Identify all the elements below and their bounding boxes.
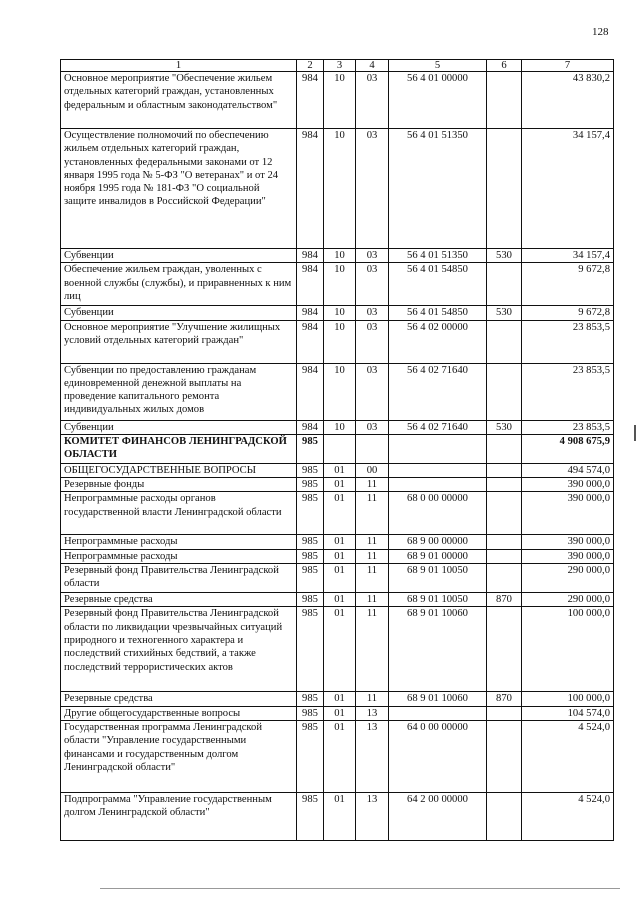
row-name: Подпрограмма "Управление государственным долгом Ленинградской области" bbox=[61, 792, 297, 840]
row-expense bbox=[487, 607, 522, 692]
row-expense bbox=[487, 320, 522, 363]
table-row bbox=[61, 263, 614, 306]
row-ministry: 984 bbox=[297, 420, 324, 434]
row-expense bbox=[487, 792, 522, 840]
row-ministry: 985 bbox=[297, 478, 324, 492]
row-expense bbox=[487, 706, 522, 720]
row-subsection: 11 bbox=[356, 564, 389, 593]
row-subsection: 11 bbox=[356, 692, 389, 706]
table-row bbox=[61, 593, 614, 607]
table-row bbox=[61, 72, 614, 129]
table-row bbox=[61, 692, 614, 706]
row-section: 01 bbox=[324, 593, 356, 607]
row-subsection: 13 bbox=[356, 706, 389, 720]
row-target bbox=[389, 463, 487, 477]
row-name: Непрограммные расходы bbox=[61, 535, 297, 549]
row-subsection: 00 bbox=[356, 463, 389, 477]
table-row bbox=[61, 706, 614, 720]
row-section: 01 bbox=[324, 564, 356, 593]
row-amount: 4 908 675,9 bbox=[522, 434, 614, 463]
row-amount: 104 574,0 bbox=[522, 706, 614, 720]
row-name: Непрограммные расходы органов государственной власти Ленинградской области bbox=[61, 492, 297, 535]
row-name: Резервные средства bbox=[61, 593, 297, 607]
row-subsection: 03 bbox=[356, 72, 389, 129]
row-name: Осуществление полномочий по обеспечению жильем отдельных категорий граждан, установленных федеральными законами от 12 января 1995 года № 5-ФЗ "О ветеранах" и от 24 ноября 1995 года № 181-ФЗ "О социальной защите инвалидов в Российской Федерации" bbox=[61, 129, 297, 249]
row-ministry: 985 bbox=[297, 564, 324, 593]
row-section: 01 bbox=[324, 792, 356, 840]
row-amount: 390 000,0 bbox=[522, 478, 614, 492]
row-subsection: 03 bbox=[356, 420, 389, 434]
row-target: 68 9 00 00000 bbox=[389, 535, 487, 549]
col-header-3: 3 bbox=[324, 60, 356, 72]
table-row bbox=[61, 549, 614, 563]
row-target bbox=[389, 706, 487, 720]
col-header-6: 6 bbox=[487, 60, 522, 72]
row-expense bbox=[487, 478, 522, 492]
row-subsection: 11 bbox=[356, 549, 389, 563]
col-header-4: 4 bbox=[356, 60, 389, 72]
row-name: Основное мероприятие "Улучшение жилищных условий отдельных категорий граждан" bbox=[61, 320, 297, 363]
row-subsection: 11 bbox=[356, 593, 389, 607]
row-subsection: 03 bbox=[356, 249, 389, 263]
row-expense bbox=[487, 720, 522, 792]
row-section bbox=[324, 434, 356, 463]
row-target: 56 4 01 51350 bbox=[389, 249, 487, 263]
row-target: 68 9 01 10050 bbox=[389, 593, 487, 607]
table-row bbox=[61, 363, 614, 420]
row-target: 68 9 01 10050 bbox=[389, 564, 487, 593]
row-amount: 43 830,2 bbox=[522, 72, 614, 129]
row-section: 10 bbox=[324, 363, 356, 420]
header-row bbox=[61, 60, 614, 72]
table-row bbox=[61, 249, 614, 263]
table-row bbox=[61, 129, 614, 249]
row-name: Резервные средства bbox=[61, 692, 297, 706]
row-ministry: 985 bbox=[297, 535, 324, 549]
row-section: 10 bbox=[324, 72, 356, 129]
row-ministry: 985 bbox=[297, 607, 324, 692]
bottom-rule bbox=[100, 888, 620, 889]
row-name: Резервные фонды bbox=[61, 478, 297, 492]
row-subsection: 03 bbox=[356, 363, 389, 420]
row-section: 01 bbox=[324, 492, 356, 535]
row-amount: 494 574,0 bbox=[522, 463, 614, 477]
row-expense bbox=[487, 535, 522, 549]
row-target: 68 0 00 00000 bbox=[389, 492, 487, 535]
row-expense: 530 bbox=[487, 420, 522, 434]
row-subsection: 03 bbox=[356, 263, 389, 306]
row-expense bbox=[487, 564, 522, 593]
row-amount: 23 853,5 bbox=[522, 363, 614, 420]
table-row bbox=[61, 434, 614, 463]
row-amount: 23 853,5 bbox=[522, 320, 614, 363]
page-number: 128 bbox=[592, 26, 609, 38]
row-name: Резервный фонд Правительства Ленинградской области bbox=[61, 564, 297, 593]
row-section: 10 bbox=[324, 320, 356, 363]
table-row bbox=[61, 478, 614, 492]
row-target: 68 9 01 00000 bbox=[389, 549, 487, 563]
row-subsection bbox=[356, 434, 389, 463]
table-row bbox=[61, 492, 614, 535]
table-row bbox=[61, 564, 614, 593]
table-row bbox=[61, 320, 614, 363]
row-target: 68 9 01 10060 bbox=[389, 692, 487, 706]
row-amount: 4 524,0 bbox=[522, 792, 614, 840]
row-section: 10 bbox=[324, 249, 356, 263]
row-amount: 4 524,0 bbox=[522, 720, 614, 792]
row-expense: 530 bbox=[487, 249, 522, 263]
row-target: 68 9 01 10060 bbox=[389, 607, 487, 692]
row-amount: 290 000,0 bbox=[522, 593, 614, 607]
row-ministry: 984 bbox=[297, 363, 324, 420]
row-target: 56 4 02 00000 bbox=[389, 320, 487, 363]
row-section: 01 bbox=[324, 692, 356, 706]
row-section: 10 bbox=[324, 420, 356, 434]
row-ministry: 984 bbox=[297, 320, 324, 363]
row-ministry: 984 bbox=[297, 129, 324, 249]
row-subsection: 13 bbox=[356, 792, 389, 840]
row-section: 10 bbox=[324, 263, 356, 306]
row-amount: 34 157,4 bbox=[522, 249, 614, 263]
row-subsection: 11 bbox=[356, 535, 389, 549]
scan-edge-mark bbox=[634, 425, 636, 441]
row-section: 01 bbox=[324, 720, 356, 792]
col-header-7: 7 bbox=[522, 60, 614, 72]
row-subsection: 11 bbox=[356, 478, 389, 492]
row-amount: 23 853,5 bbox=[522, 420, 614, 434]
row-expense bbox=[487, 72, 522, 129]
row-amount: 390 000,0 bbox=[522, 492, 614, 535]
row-subsection: 03 bbox=[356, 129, 389, 249]
row-name: Субвенции по предоставлению гражданам единовременной денежной выплаты на проведение капитального ремонта индивидуальных жилых домов bbox=[61, 363, 297, 420]
row-name: Субвенции bbox=[61, 420, 297, 434]
table-row bbox=[61, 535, 614, 549]
row-target: 56 4 02 71640 bbox=[389, 363, 487, 420]
row-expense: 870 bbox=[487, 692, 522, 706]
row-ministry: 984 bbox=[297, 263, 324, 306]
row-amount: 34 157,4 bbox=[522, 129, 614, 249]
row-target bbox=[389, 478, 487, 492]
row-ministry: 985 bbox=[297, 706, 324, 720]
row-ministry: 985 bbox=[297, 692, 324, 706]
row-name: Субвенции bbox=[61, 306, 297, 320]
row-name: ОБЩЕГОСУДАРСТВЕННЫЕ ВОПРОСЫ bbox=[61, 463, 297, 477]
row-amount: 390 000,0 bbox=[522, 549, 614, 563]
row-target bbox=[389, 434, 487, 463]
row-amount: 100 000,0 bbox=[522, 607, 614, 692]
row-subsection: 11 bbox=[356, 607, 389, 692]
budget-table bbox=[60, 59, 614, 841]
row-amount: 100 000,0 bbox=[522, 692, 614, 706]
row-ministry: 985 bbox=[297, 549, 324, 563]
row-section: 01 bbox=[324, 607, 356, 692]
row-ministry: 985 bbox=[297, 792, 324, 840]
table-row bbox=[61, 607, 614, 692]
row-subsection: 13 bbox=[356, 720, 389, 792]
row-ministry: 985 bbox=[297, 593, 324, 607]
row-name: Резервный фонд Правительства Ленинградской области по ликвидации чрезвычайных ситуаций природного и техногенного характера и последствий стихийных бедствий, а также последствий террористических актов bbox=[61, 607, 297, 692]
row-ministry: 985 bbox=[297, 492, 324, 535]
table-row bbox=[61, 420, 614, 434]
row-expense bbox=[487, 363, 522, 420]
row-name: Другие общегосударственные вопросы bbox=[61, 706, 297, 720]
col-header-5: 5 bbox=[389, 60, 487, 72]
row-target: 56 4 01 54850 bbox=[389, 263, 487, 306]
row-amount: 9 672,8 bbox=[522, 306, 614, 320]
row-expense: 530 bbox=[487, 306, 522, 320]
row-target: 56 4 02 71640 bbox=[389, 420, 487, 434]
row-subsection: 03 bbox=[356, 306, 389, 320]
row-ministry: 985 bbox=[297, 720, 324, 792]
table-row bbox=[61, 792, 614, 840]
row-expense: 870 bbox=[487, 593, 522, 607]
row-ministry: 984 bbox=[297, 249, 324, 263]
row-expense bbox=[487, 492, 522, 535]
row-name: Непрограммные расходы bbox=[61, 549, 297, 563]
table-row bbox=[61, 720, 614, 792]
row-target: 56 4 01 51350 bbox=[389, 129, 487, 249]
row-target: 64 2 00 00000 bbox=[389, 792, 487, 840]
row-ministry: 985 bbox=[297, 463, 324, 477]
row-section: 10 bbox=[324, 306, 356, 320]
row-subsection: 11 bbox=[356, 492, 389, 535]
row-section: 01 bbox=[324, 463, 356, 477]
row-expense bbox=[487, 434, 522, 463]
row-section: 10 bbox=[324, 129, 356, 249]
row-expense bbox=[487, 129, 522, 249]
row-target: 56 4 01 00000 bbox=[389, 72, 487, 129]
row-target: 64 0 00 00000 bbox=[389, 720, 487, 792]
table-row bbox=[61, 463, 614, 477]
row-section: 01 bbox=[324, 478, 356, 492]
row-ministry: 984 bbox=[297, 306, 324, 320]
row-amount: 390 000,0 bbox=[522, 535, 614, 549]
col-header-1: 1 bbox=[61, 60, 297, 72]
row-name: Обеспечение жильем граждан, уволенных с военной службы (службы), и приравненных к ним лиц bbox=[61, 263, 297, 306]
col-header-2: 2 bbox=[297, 60, 324, 72]
row-section: 01 bbox=[324, 535, 356, 549]
row-name: Основное мероприятие "Обеспечение жильем отдельных категорий граждан, установленных федеральным и областным законодательством" bbox=[61, 72, 297, 129]
row-name: Субвенции bbox=[61, 249, 297, 263]
row-amount: 9 672,8 bbox=[522, 263, 614, 306]
table-row bbox=[61, 306, 614, 320]
row-ministry: 985 bbox=[297, 434, 324, 463]
row-name: КОМИТЕТ ФИНАНСОВ ЛЕНИНГРАДСКОЙ ОБЛАСТИ bbox=[61, 434, 297, 463]
row-expense bbox=[487, 463, 522, 477]
row-subsection: 03 bbox=[356, 320, 389, 363]
row-ministry: 984 bbox=[297, 72, 324, 129]
row-target: 56 4 01 54850 bbox=[389, 306, 487, 320]
row-name: Государственная программа Ленинградской области "Управление государственными финансами и государственным долгом Ленинградской области" bbox=[61, 720, 297, 792]
row-expense bbox=[487, 263, 522, 306]
row-amount: 290 000,0 bbox=[522, 564, 614, 593]
row-section: 01 bbox=[324, 706, 356, 720]
row-section: 01 bbox=[324, 549, 356, 563]
row-expense bbox=[487, 549, 522, 563]
